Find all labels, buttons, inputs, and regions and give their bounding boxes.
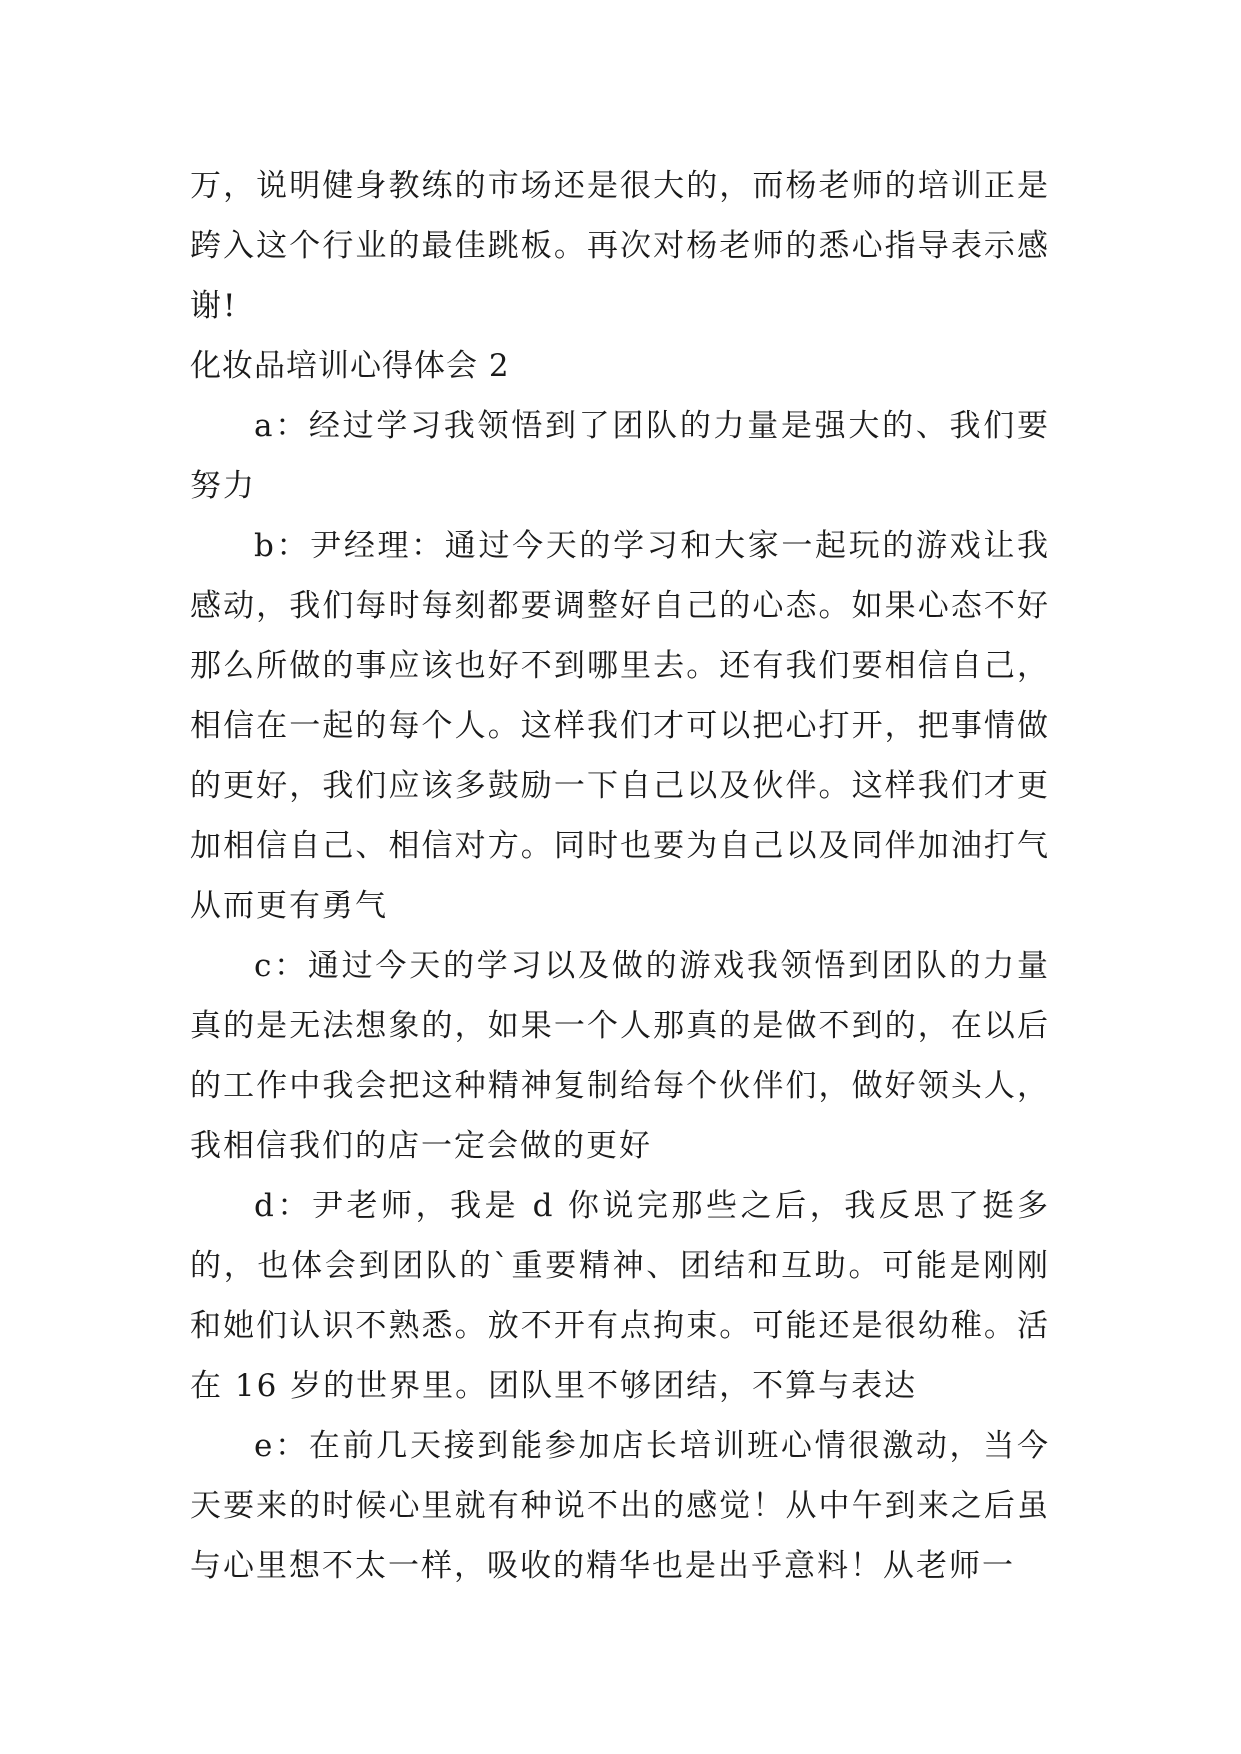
paragraph-b: b：尹经理：通过今天的学习和大家一起玩的游戏让我感动，我们每时每刻都要调整好自己的心态。如果心态不好那么所做的事应该也好不到哪里去。还有我们要相信自己，相信在一起的每个人。这样我们才可以把心打开，把事情做的更好，我们应该多鼓励一下自己以及伙伴。这样我们才更加相信自己、相信对方。同时也要为自己以及同伴加油打气从而更有勇气 — [190, 528, 1050, 924]
paragraph-d: d：尹老师，我是 d 你说完那些之后，我反思了挺多的，也体会到团队的`重要精神、团结和互助。可能是刚刚和她们认识不熟悉。放不开有点拘束。可能还是很幼稚。活在 16 岁的世界里。团队里不够团结，不算与表达 — [190, 1188, 1050, 1404]
paragraph-c: c：通过今天的学习以及做的游戏我领悟到团队的力量真的是无法想象的，如果一个人那真的是做不到的，在以后的工作中我会把这种精神复制给每个伙伴们，做好领头人，我相信我们的店一定会做的更好 — [190, 948, 1050, 1164]
document-body — [190, 156, 1050, 1596]
paragraph-e: e：在前几天接到能参加店长培训班心情很激动，当今天要来的时候心里就有种说不出的感觉！从中午到来之后虽与心里想不太一样，吸收的精华也是出乎意料！从老师一 — [190, 1428, 1050, 1584]
paragraph-a: a：经过学习我领悟到了团队的力量是强大的、我们要努力 — [190, 408, 1050, 504]
intro-paragraph: 万，说明健身教练的市场还是很大的，而杨老师的培训正是跨入这个行业的最佳跳板。再次对杨老师的悉心指导表示感谢! — [190, 168, 1050, 324]
section-title: 化妆品培训心得体会 2 — [190, 348, 510, 384]
